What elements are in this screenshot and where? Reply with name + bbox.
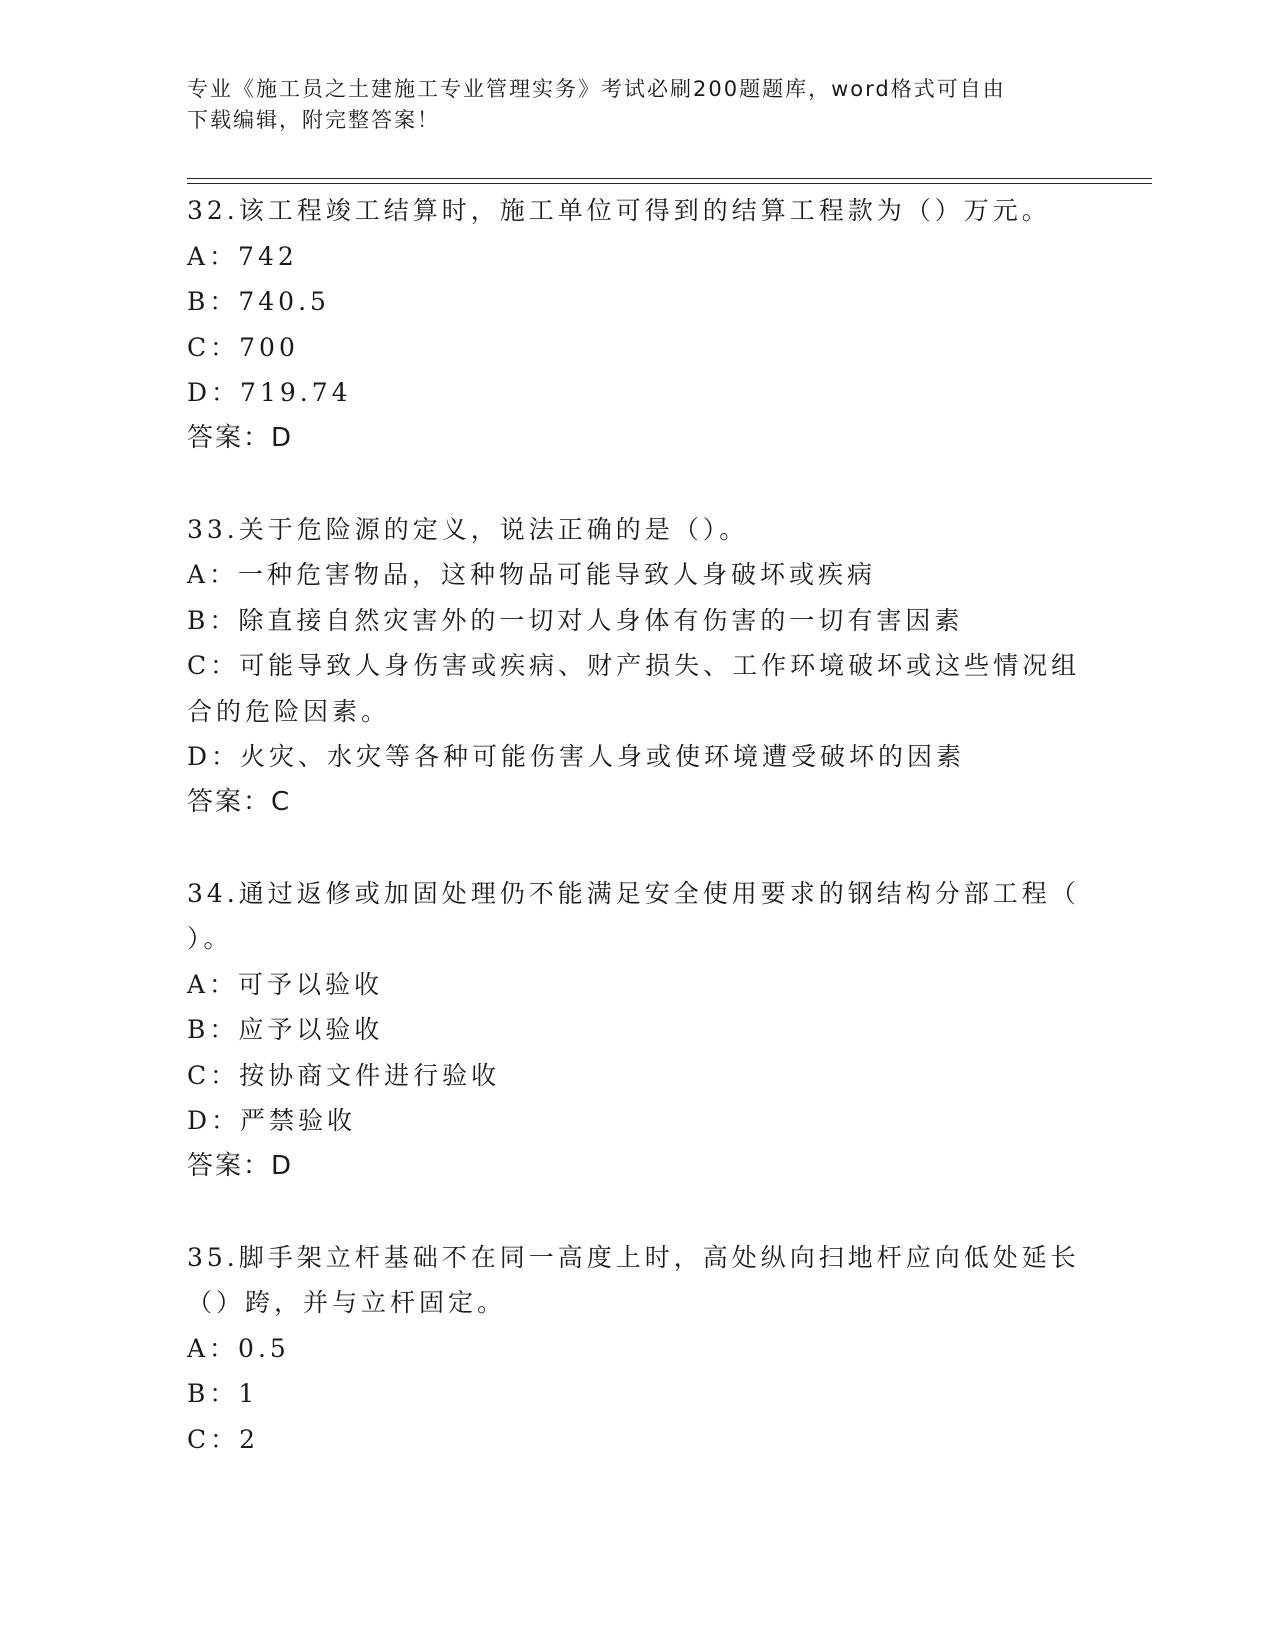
header-title-line-1: 专业《施工员之土建施工专业管理实务》考试必刷200题题库，word格式可自由 — [187, 77, 1006, 101]
question-stem: 32.该工程竣工结算时，施工单位可得到的结算工程款为（）万元。 — [187, 196, 1051, 225]
option-b: B：除直接自然灾害外的一切对人身体有伤害的一切有害因素 — [187, 605, 964, 635]
option-d: D：严禁验收 — [187, 1106, 357, 1135]
header-divider-bottom — [187, 183, 1152, 184]
question-stem: 34.通过返修或加固处理仍不能满足安全使用要求的钢结构分部工程（ — [187, 878, 1080, 908]
question-stem: 33.关于危险源的定义，说法正确的是（）。 — [187, 514, 749, 544]
document-header — [187, 74, 1067, 136]
option-d: D：火灾、水灾等各种可能伤害人身或使环境遭受破坏的因素 — [187, 742, 966, 771]
question-spacer — [187, 461, 1087, 507]
option-c-continued: 合的危险因素。 — [187, 696, 391, 726]
question-list — [187, 188, 1087, 1462]
question-stem-continued: （）跨，并与立杆固定。 — [187, 1288, 507, 1317]
option-c: C：700 — [187, 332, 299, 362]
header-title-line-2: 下载编辑，附完整答案！ — [187, 108, 440, 132]
question-stem-continued: ）。 — [187, 924, 233, 953]
answer-label: 答案：C — [187, 786, 292, 817]
option-a: A：0.5 — [187, 1333, 290, 1363]
option-c: C：可能导致人身伤害或疾病、财产损失、工作环境破坏或这些情况组 — [187, 651, 1081, 680]
question-34 — [187, 871, 1087, 1190]
answer-label: 答案：D — [187, 422, 294, 453]
option-d: D：719.74 — [187, 378, 352, 407]
option-a: A：可予以验收 — [187, 969, 384, 999]
option-b: B：应予以验收 — [187, 1015, 384, 1044]
header-divider-top — [187, 178, 1152, 179]
question-spacer — [187, 1189, 1087, 1235]
option-c: C：2 — [187, 1424, 260, 1454]
option-b: B：1 — [187, 1379, 259, 1408]
option-b: B：740.5 — [187, 287, 330, 316]
question-32 — [187, 188, 1087, 461]
option-c: C：按协商文件进行验收 — [187, 1060, 501, 1090]
question-33 — [187, 507, 1087, 826]
option-a: A：742 — [187, 241, 298, 271]
answer-label: 答案：D — [187, 1150, 294, 1181]
question-spacer — [187, 825, 1087, 871]
option-a: A：一种危害物品，这种物品可能导致人身破坏或疾病 — [187, 560, 877, 589]
question-stem: 35.脚手架立杆基础不在同一高度上时，高处纵向扫地杆应向低处延长 — [187, 1242, 1080, 1272]
question-35 — [187, 1235, 1087, 1463]
